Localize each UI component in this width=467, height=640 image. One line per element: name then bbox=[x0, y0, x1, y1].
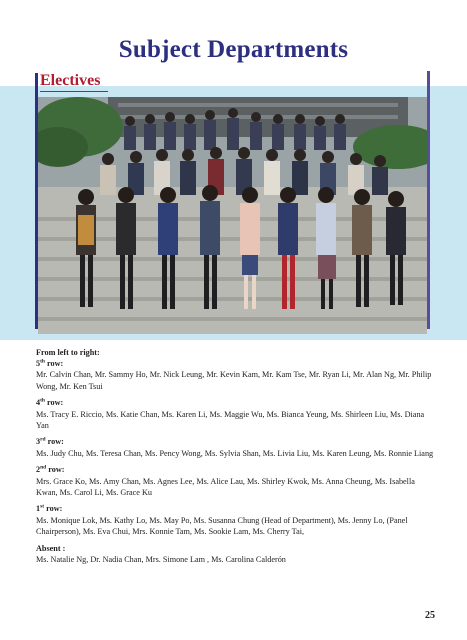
page-number: 25 bbox=[425, 610, 435, 621]
row-ordinal-suffix: st bbox=[40, 503, 45, 510]
row-ordinal-suffix: th bbox=[40, 358, 45, 365]
caption-row-3rd bbox=[36, 436, 436, 458]
caption-row-5th bbox=[36, 358, 436, 392]
page-title: Subject Departments bbox=[118, 36, 349, 63]
row-names: Ms. Tracy E. Riccio, Ms. Katie Chan, Ms. Karen Li, Ms. Maggie Wu, Ms. Bianca Yeung, Ms. Shirleen Liu, Ms. Diana Yan bbox=[36, 409, 425, 430]
row-names: Mr. Calvin Chan, Mr. Sammy Ho, Mr. Nick Leung, Mr. Kevin Kam, Mr. Kam Tse, Mr. Ryan Li, Mr. Alan Ng, Mr. Philip Wong, Mr. Ken Tsui bbox=[36, 370, 432, 391]
caption-heading: From left to right: bbox=[36, 348, 100, 357]
caption-row-4th bbox=[36, 397, 436, 431]
section-heading: Electives bbox=[40, 72, 101, 89]
section-underline bbox=[40, 91, 108, 92]
row-ordinal: 2 bbox=[36, 465, 41, 475]
caption-row-2nd bbox=[36, 464, 436, 498]
absent-names: Ms. Natalie Ng, Dr. Nadia Chan, Mrs. Simone Lam , Ms. Carolina Calderón bbox=[36, 554, 286, 564]
row-label: row: bbox=[45, 437, 64, 447]
row-ordinal: 5 bbox=[36, 359, 41, 369]
row-ordinal-suffix: th bbox=[40, 397, 45, 404]
row-names: Ms. Judy Chu, Ms. Teresa Chan, Ms. Pency Wong, Ms. Sylvia Shan, Ms. Livia Liu, Ms. Karen Leung, Ms. Ronnie Liang bbox=[36, 448, 434, 458]
caption-absent bbox=[36, 543, 436, 565]
row-label: row: bbox=[44, 359, 64, 369]
caption-row-1st bbox=[36, 503, 436, 537]
row-label: row: bbox=[46, 465, 65, 475]
group-photo bbox=[38, 97, 427, 334]
photo-caption bbox=[36, 347, 436, 570]
row-names: Ms. Monique Lok, Ms. Kathy Lo, Ms. May Po, Ms. Susanna Chung (Head of Department), Ms. Jenny Lo, (Panel Chairperson), Ms. Eva Chui, Mrs. Konnie Tam, Ms. Sookie Lam, Ms. Cherry Tai, bbox=[36, 515, 408, 536]
row-ordinal: 1 bbox=[36, 504, 41, 514]
row-names: Mrs. Grace Ko, Ms. Amy Chan, Ms. Agnes Lee, Ms. Alice Lau, Ms. Shirley Kwok, Ms. Anna Cheung, Ms. Isabella Kwan, Ms. Carol Li, Ms. Grace Ku bbox=[36, 476, 415, 497]
row-ordinal-suffix: nd bbox=[40, 464, 47, 471]
row-label: row: bbox=[44, 504, 63, 514]
row-ordinal: 4 bbox=[36, 398, 41, 408]
absent-label: Absent : bbox=[36, 543, 66, 553]
right-accent-bar bbox=[427, 71, 430, 329]
row-label: row: bbox=[44, 398, 64, 408]
row-ordinal-suffix: rd bbox=[40, 436, 46, 443]
row-ordinal: 3 bbox=[36, 437, 41, 447]
